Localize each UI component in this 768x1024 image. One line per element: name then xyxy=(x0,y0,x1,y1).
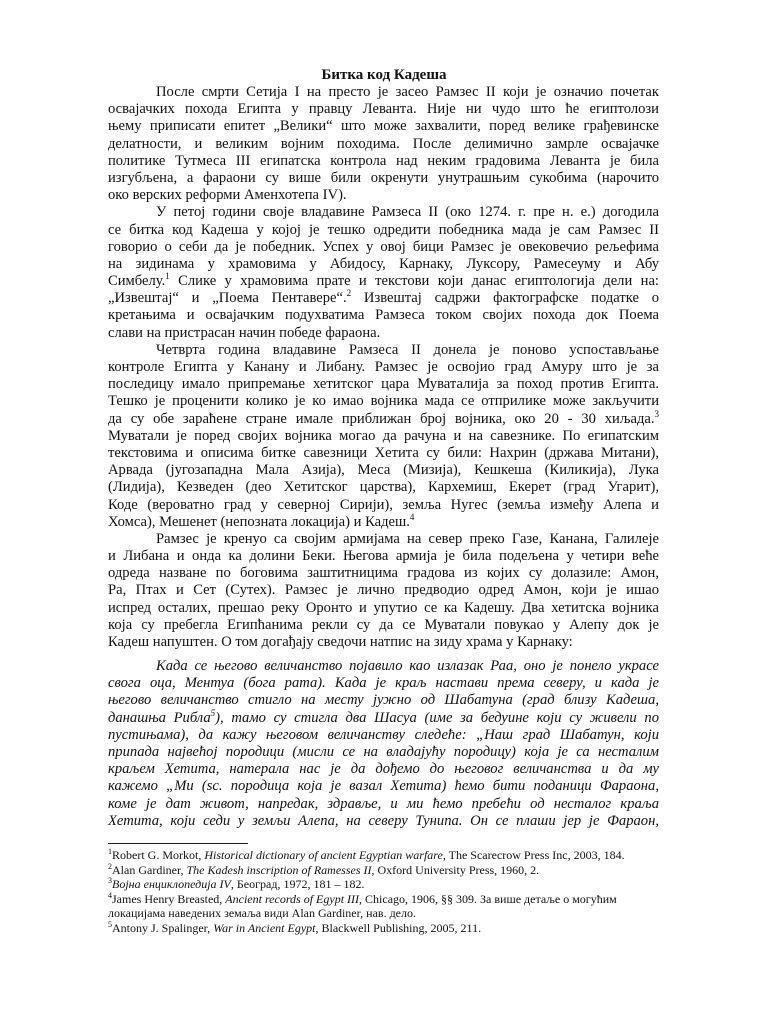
body-line xyxy=(108,325,659,342)
line-text: делатности, и великим војним походима. После делимично замрле освајачке xyxy=(108,135,659,152)
line-text: последицу имало припремање хетитског цара Муваталија за поход против Египта. xyxy=(108,376,659,393)
line-text: политике Тутмеса III египатска контрола над неким градовима Леванта је била xyxy=(108,152,659,169)
footnote-number: 5 xyxy=(108,919,112,929)
quote-line xyxy=(108,707,660,727)
line-text: на зидинама у храмовима у Абидосу, Карнаку, Луксору, Рамесеуму и Абу xyxy=(108,255,659,272)
footnote-number: 2 xyxy=(108,861,112,871)
footnote-work-title: Historical dictionary of ancient Egyptian warfare xyxy=(204,848,443,862)
line-text: која су пребегла Египћанима рекли су да се Муватали повукао у Алепу док је xyxy=(108,616,659,633)
quote-line xyxy=(108,744,659,761)
footnote-work-title: Ancient records of Egypt III xyxy=(225,891,360,906)
body-line xyxy=(108,256,659,273)
footnote-publication: , Oxford University Press, 1960, 2. xyxy=(371,862,540,877)
footnote-publication: , Београд, 1972, 181 – 182. xyxy=(230,877,365,892)
body-line xyxy=(108,479,659,496)
footnote-separator xyxy=(108,843,248,844)
line-text: и Либана и онда ка долини Беки. Његова армија је била подељена у четири веће xyxy=(108,548,659,565)
footnote-work-title: Војна енциклопедија IV xyxy=(112,877,231,892)
line-text: Када се његово величанство појавило као излазак Раа, оно је понело украсе xyxy=(156,658,659,674)
footnote-publication: , Blackwell Publishing, 2005, 211. xyxy=(315,920,482,935)
line-text: После смрти Сетија I на престо је засео Рамзес II који је означио почетак xyxy=(156,84,659,100)
line-text: „Извештај“ и „Поема Пентавере“. xyxy=(108,290,347,307)
body-line xyxy=(108,153,659,170)
line-text: контроле Египта у Канану и Либану. Рамзес је освојио град Амуру што је за xyxy=(108,359,659,375)
line-text: Кадеш напуштен. О том догађају сведочи натпис на зиду храма у Карнаку: xyxy=(108,634,573,650)
body-line xyxy=(108,511,659,531)
line-text: кретањима и освајачким подухватима Рамзеса током својих похода док Поема xyxy=(108,307,659,324)
footnote-author: Alan Gardiner, xyxy=(112,862,187,877)
line-text-tail: Слике у храмовима прате и текстови који данас египтологија дели на: xyxy=(169,273,659,290)
body-text xyxy=(108,84,659,651)
quote-line xyxy=(108,658,659,675)
body-line xyxy=(108,204,659,221)
line-text: данашња Рибла xyxy=(108,709,211,726)
footnote-author: Antony J. Spalinger, xyxy=(112,920,214,935)
body-line xyxy=(108,222,659,239)
body-line xyxy=(108,428,659,445)
body-line xyxy=(108,84,659,101)
line-text: њему приписати епитет „Велики“ што може захвалити, поред велике грађевинске xyxy=(108,118,659,135)
line-text: Арвада (југозападна Мала Азија), Меса (Мизија), Кешкеша (Киликија), Лука xyxy=(108,462,659,479)
body-line xyxy=(108,136,659,153)
line-text: Тешко је проценити колико је ко имао војника мада се отприлике може закључити xyxy=(108,393,659,410)
body-line xyxy=(108,290,659,307)
body-line xyxy=(108,600,659,617)
footnote-publication: , Chicago, 1906, §§ 309. За више детаље о могућим локацијама наведених земаља види Alan Gardiner, нав. дело. xyxy=(108,891,617,921)
footnote-publication: , The Scarecrow Press Inc, 2003, 184. xyxy=(442,848,625,862)
footnote-item xyxy=(108,863,659,878)
line-text: одреда назване по боговима заштитницима градова из којих су долазиле: Амон, xyxy=(108,565,659,582)
body-line xyxy=(108,565,659,582)
footnote-work-title: War in Ancient Egypt xyxy=(213,920,316,935)
line-text: изгубљена, а фараони су више били окренути унутрашњим сукобима (нарочито xyxy=(108,169,659,186)
footnote-number: 4 xyxy=(108,890,112,900)
line-text: пустињама), да кажу његовом величанству следеће: „Наш град Шабатун, који xyxy=(108,726,659,743)
footnote-ref[interactable]: 1 xyxy=(165,271,170,282)
line-text: око верских реформи Аменхотепа IV). xyxy=(108,187,347,204)
footnote-number: 3 xyxy=(108,876,112,886)
body-line xyxy=(108,582,659,599)
line-text: његово величанство стигло на месту јужно од Шабатуна (град близу Кадеша, xyxy=(108,692,659,709)
body-line xyxy=(108,307,659,324)
quote-line xyxy=(108,796,659,813)
line-text: Четврта година владавине Рамзеса II донела је поново успостављање xyxy=(156,341,659,358)
body-line xyxy=(108,239,659,256)
footnote-number: 1 xyxy=(108,847,112,856)
body-line xyxy=(108,359,659,376)
body-line xyxy=(108,531,659,548)
quote-line xyxy=(108,727,659,744)
line-text: Муватали је поред својих војника могао да рачуна и на савезнике. По египатским xyxy=(108,427,659,444)
line-text: кажемо „Ми (sc. породица која је вазал Хетита) ћемо бити поданици Фараона, xyxy=(108,778,659,795)
line-text: освајачких похода Египта у правцу Леванта. Није ни чудо што ће египтолози xyxy=(108,101,659,118)
body-line xyxy=(108,634,659,651)
line-text: Коде (вероватно град у северној Сирији), земља Нугес (земља између Алепа и xyxy=(108,496,659,513)
quote-line xyxy=(108,778,659,795)
footnote-ref[interactable]: 2 xyxy=(346,288,352,299)
line-text: се битка код Кадеша у којој је тешко одредити победника мада је сам Рамзес II xyxy=(108,221,659,238)
line-text: да су обе зараћене стране имале приближан број војника, око 20 - 30 хиљада. xyxy=(108,410,655,427)
quotation-block xyxy=(108,658,659,830)
body-line xyxy=(108,342,659,359)
line-text-tail: ), тамо су стигла два Шасуа (име за бедуине који су живели по xyxy=(215,709,660,726)
line-text: Хомса), Мешенет (непозната локација) и Кадеш. xyxy=(108,513,410,530)
line-text: свога оца, Ментуа (бога рата). Када је краљ настави према северу, и када је xyxy=(108,675,659,692)
body-line xyxy=(108,273,659,290)
line-text: Рамзес је кренуо са својим армијама на север преко Газе, Канана, Галилеје xyxy=(156,530,659,547)
document-title: Битка код Кадеша xyxy=(321,67,447,83)
footnote-work-title: The Kadesh inscription of Ramesses II xyxy=(186,862,372,877)
body-line xyxy=(108,101,659,118)
body-line xyxy=(108,187,659,204)
line-text: текстовима и описима битке савезници Хетита су били: Нахрин (држава Митани), xyxy=(108,444,659,461)
line-text: слави на пристрасан начин победе фараона. xyxy=(108,324,381,341)
footnote-author: James Henry Breasted, xyxy=(112,891,226,906)
body-line xyxy=(108,118,659,135)
quote-line xyxy=(108,761,659,778)
line-text: Хетита, који седи у земљи Алепа, на северу Тунипа. Он се плаши јер је Фараон, xyxy=(108,812,659,829)
body-line xyxy=(108,548,659,565)
footnote-author: Robert G. Morkot, xyxy=(112,848,205,862)
line-text: (Лидија), Кезведен (део Хетитског царства), Кархемиш, Екерет (град Угарит), xyxy=(108,479,659,496)
body-line xyxy=(108,393,659,410)
footnote-ref[interactable]: 3 xyxy=(654,408,659,419)
line-text: Симбелу. xyxy=(108,273,166,290)
quote-line xyxy=(108,813,659,830)
body-line xyxy=(108,617,659,634)
body-line xyxy=(108,445,659,462)
quote-line xyxy=(108,675,659,692)
quote-line xyxy=(108,692,659,709)
line-text: коме је дат живот, напредак, здравље, и ми ћемо пребећи од несталог краља xyxy=(108,795,659,812)
body-line xyxy=(108,170,659,187)
line-text: испред осталих, прешао реку Оронто и упутио се ка Кадешу. Два хетитска војника xyxy=(108,599,659,616)
line-text: краљем Хетита, натерала нас је да дођемо до његовог величанства и да му xyxy=(108,761,659,778)
line-text: припада највећој породици (мисли се на владајућу породицу) која је са несталим xyxy=(108,743,659,760)
footnote-item xyxy=(108,848,659,863)
footnotes xyxy=(108,848,659,936)
body-line xyxy=(108,462,659,479)
line-text-tail: Извештај садржи фактографске податке о xyxy=(351,290,659,307)
body-line xyxy=(108,497,659,514)
footnote-item xyxy=(108,877,659,892)
line-text: У петој години своје владавине Рамзеса II (око 1274. г. пре н. е.) догодила xyxy=(156,204,659,221)
body-line xyxy=(108,376,659,393)
line-text: говорио о себи да је победник. Успех у овој бици Рамзес је овековечио рељефима xyxy=(108,238,659,255)
body-line xyxy=(108,408,659,428)
footnote-ref[interactable]: 5 xyxy=(210,707,216,718)
footnote-ref[interactable]: 4 xyxy=(409,511,415,522)
line-text: Ра, Птах и Сет (Сутех). Рамзес је лично предводио одред Амон, који је ишао xyxy=(108,582,659,599)
footnote-item xyxy=(108,921,659,936)
footnote-item xyxy=(108,892,659,921)
